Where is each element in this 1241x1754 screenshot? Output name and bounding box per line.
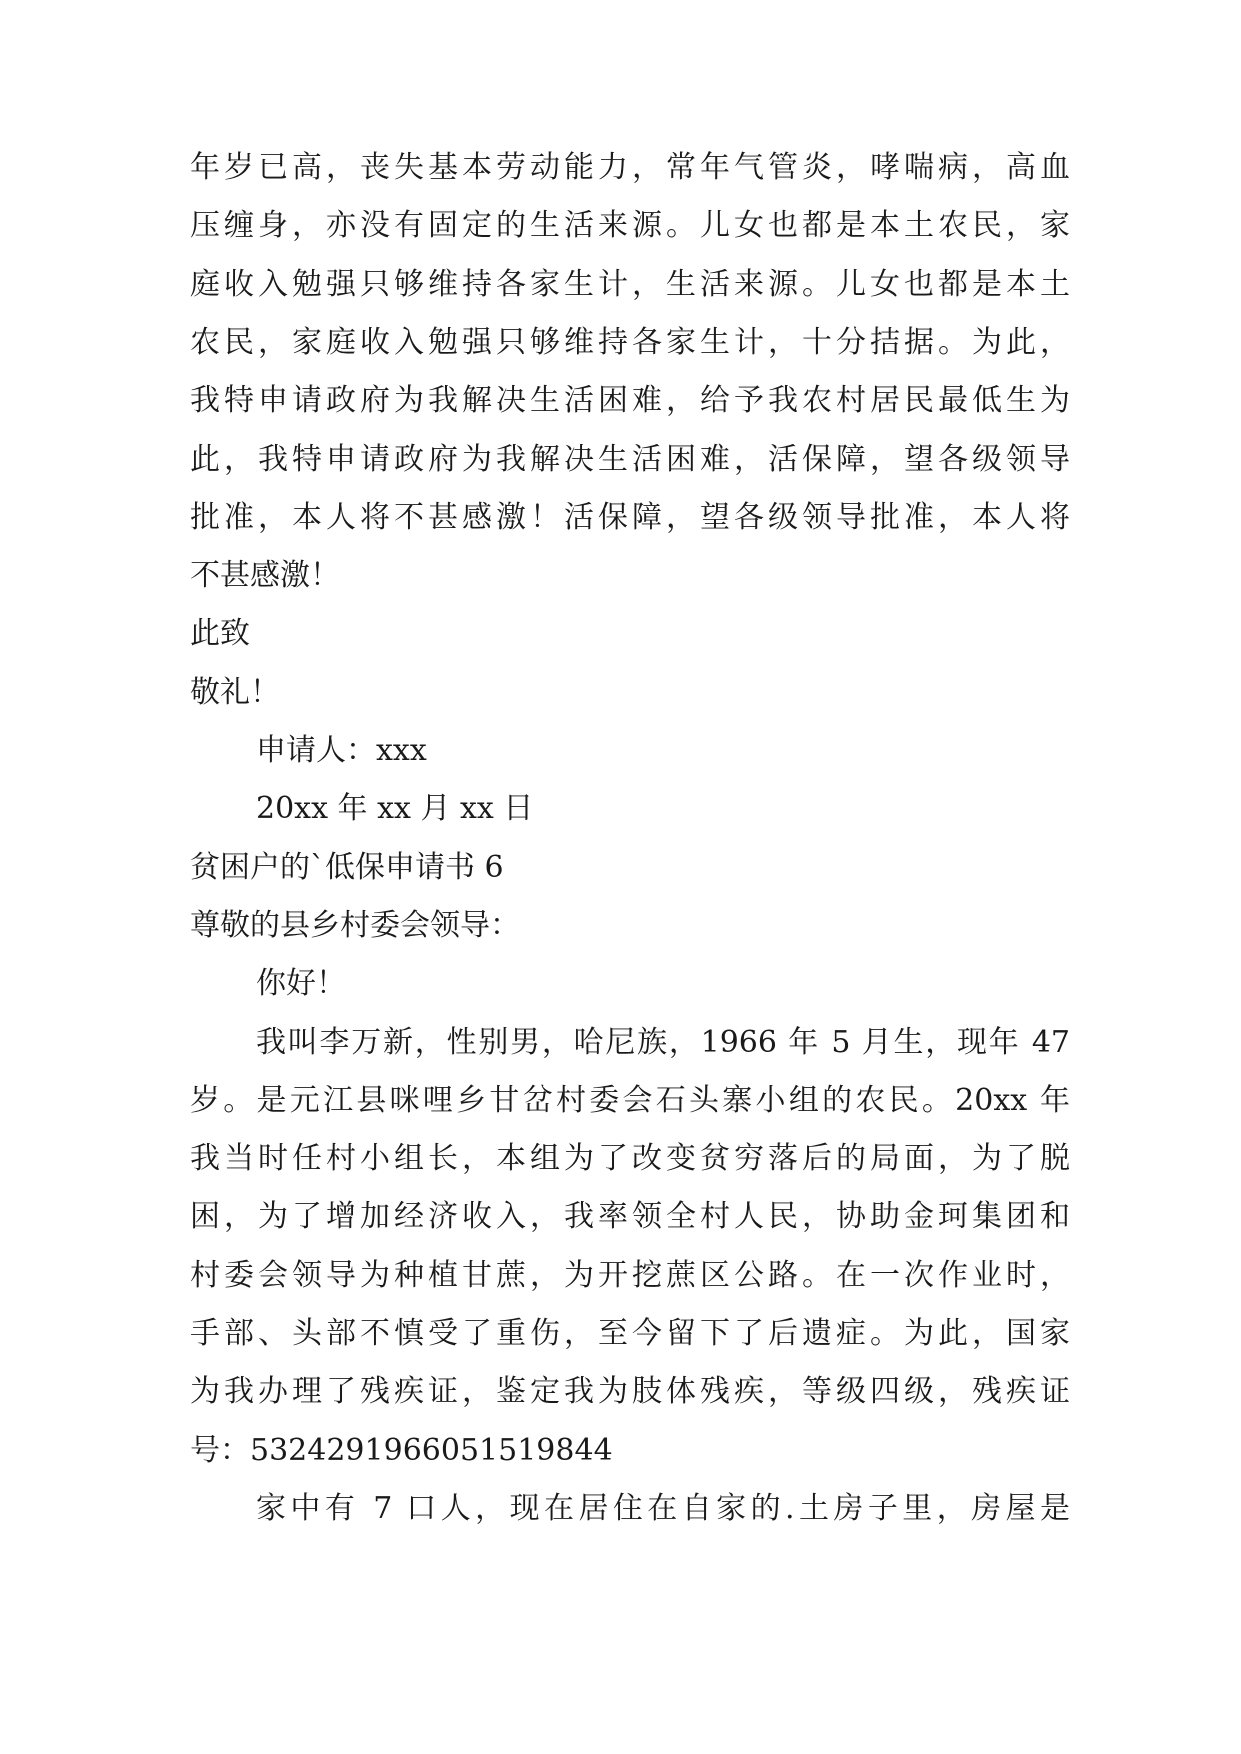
text-line: 号：5324291966051519844 <box>190 1433 613 1468</box>
text-line: 贫困户的`低保申请书 6 <box>190 850 504 885</box>
text-line: 20xx 年 xx 月 xx 日 <box>256 791 534 826</box>
text-line: 敬礼！ <box>190 675 280 710</box>
text-line: 家中有 7 口人，现在居住在自家的.土房子里，房屋是 <box>256 1491 1070 1526</box>
text-line: 我当时任村小组长，本组为了改变贫穷落后的局面，为了脱 <box>190 1141 1070 1176</box>
text-line: 困，为了增加经济收入，我率领全村人民，协助金珂集团和 <box>190 1199 1070 1234</box>
text-line: 压缠身，亦没有固定的生活来源。儿女也都是本土农民，家 <box>190 208 1070 243</box>
text-line: 岁。是元江县咪哩乡甘岔村委会石头寨小组的农民。20xx 年 <box>190 1083 1070 1118</box>
text-line: 申请人：xxx <box>256 733 427 768</box>
text-line: 手部、头部不慎受了重伤，至今留下了后遗症。为此，国家 <box>190 1316 1070 1351</box>
text-line: 村委会领导为种植甘蔗，为开挖蔗区公路。在一次作业时， <box>190 1258 1070 1293</box>
text-line: 此致 <box>190 616 250 651</box>
text-line: 年岁已高，丧失基本劳动能力，常年气管炎，哮喘病，高血 <box>190 150 1070 185</box>
text-line: 为我办理了残疾证，鉴定我为肢体残疾，等级四级，残疾证 <box>190 1374 1070 1409</box>
text-line: 你好！ <box>256 966 346 1001</box>
text-line: 不甚感激！ <box>190 558 340 593</box>
text-line: 庭收入勉强只够维持各家生计，生活来源。儿女也都是本土 <box>190 267 1070 302</box>
text-line: 农民，家庭收入勉强只够维持各家生计，十分拮据。为此， <box>190 325 1070 360</box>
text-line: 我特申请政府为我解决生活困难，给予我农村居民最低生为 <box>190 383 1070 418</box>
text-line: 我叫李万新，性别男，哈尼族，1966 年 5 月生，现年 47 <box>256 1025 1070 1060</box>
text-line: 批准，本人将不甚感激！活保障，望各级领导批准，本人将 <box>190 500 1070 535</box>
text-line: 此，我特申请政府为我解决生活困难，活保障，望各级领导 <box>190 442 1070 477</box>
text-line: 尊敬的县乡村委会领导： <box>190 908 520 943</box>
